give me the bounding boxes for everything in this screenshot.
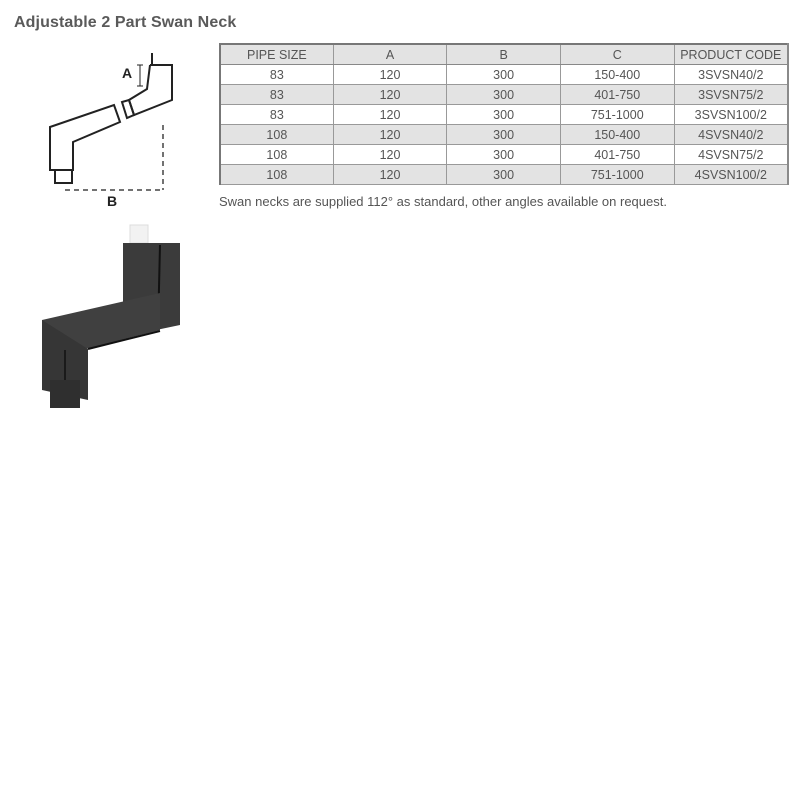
cell-c: 150-400 [560, 125, 674, 145]
cell-pipe-size: 83 [220, 105, 333, 125]
header-b: B [447, 44, 561, 65]
cell-product-code: 3SVSN40/2 [674, 65, 788, 85]
cell-a: 120 [333, 85, 447, 105]
table-header-row [220, 44, 788, 65]
cell-b: 300 [447, 165, 561, 185]
cell-product-code: 3SVSN75/2 [674, 85, 788, 105]
cell-pipe-size: 83 [220, 65, 333, 85]
table-row [220, 65, 788, 85]
cell-product-code: 4SVSN75/2 [674, 145, 788, 165]
table-row [220, 85, 788, 105]
cell-b: 300 [447, 85, 561, 105]
footnote: Swan necks are supplied 112° as standard, other angles available on request. [219, 194, 667, 209]
cell-a: 120 [333, 105, 447, 125]
cell-a: 120 [333, 65, 447, 85]
cell-pipe-size: 108 [220, 165, 333, 185]
cell-product-code: 4SVSN40/2 [674, 125, 788, 145]
header-pipe-size: PIPE SIZE [220, 44, 333, 65]
cell-a: 120 [333, 165, 447, 185]
cell-product-code: 3SVSN100/2 [674, 105, 788, 125]
table-row [220, 165, 788, 185]
dimension-label-a: A [122, 65, 133, 81]
cell-a: 120 [333, 125, 447, 145]
cell-b: 300 [447, 105, 561, 125]
cell-pipe-size: 108 [220, 125, 333, 145]
cell-b: 300 [447, 125, 561, 145]
cell-b: 300 [447, 145, 561, 165]
cell-b: 300 [447, 65, 561, 85]
swan-neck-line-drawing-icon [30, 45, 180, 215]
swan-neck-product-icon [30, 215, 200, 415]
page-title: Adjustable 2 Part Swan Neck [14, 14, 237, 31]
cell-c: 401-750 [560, 85, 674, 105]
table-row [220, 125, 788, 145]
cell-pipe-size: 108 [220, 145, 333, 165]
cell-pipe-size: 83 [220, 85, 333, 105]
cell-product-code: 4SVSN100/2 [674, 165, 788, 185]
header-a: A [333, 44, 447, 65]
swan-neck-diagram [30, 45, 180, 215]
table-row [220, 105, 788, 125]
cell-c: 401-750 [560, 145, 674, 165]
header-product-code: PRODUCT CODE [674, 44, 788, 65]
dimension-label-b: B [107, 193, 118, 209]
header-c: C [560, 44, 674, 65]
swan-neck-product-image [30, 215, 200, 415]
cell-c: 751-1000 [560, 105, 674, 125]
cell-c: 150-400 [560, 65, 674, 85]
cell-c: 751-1000 [560, 165, 674, 185]
table-row [220, 145, 788, 165]
specifications-table [219, 43, 789, 185]
cell-a: 120 [333, 145, 447, 165]
